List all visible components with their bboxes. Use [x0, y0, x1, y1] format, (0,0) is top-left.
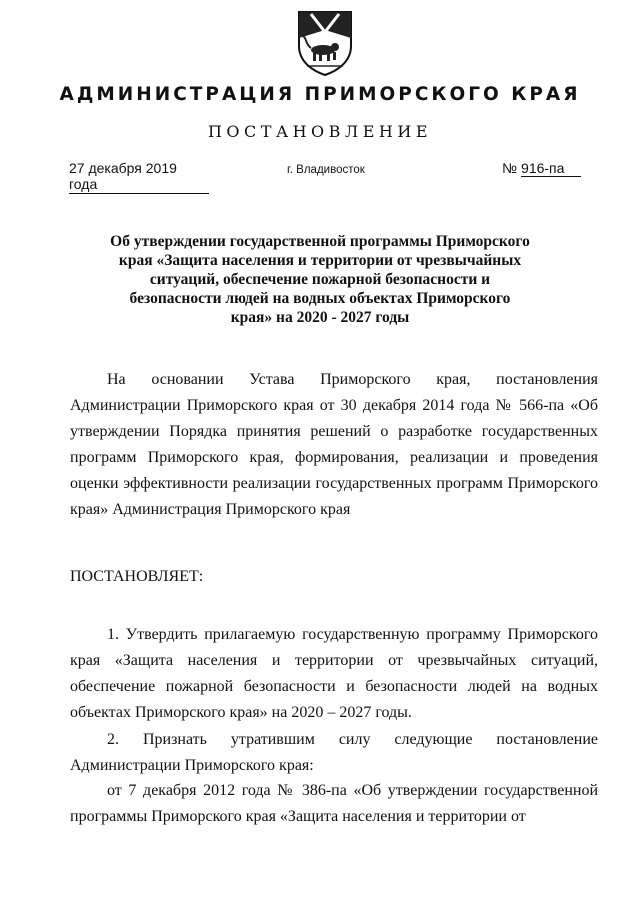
- document-type: ПОСТАНОВЛЕНИЕ: [207, 122, 433, 141]
- item-2-sub-paragraph: от 7 декабря 2012 года № 386-па «Об утверждении государственной программы Приморского края «Защита населения и территории от: [70, 782, 598, 825]
- coat-of-arms-icon: [293, 8, 357, 78]
- item-2-paragraph: 2. Признать утратившим силу следующие постановление Администрации Приморского края:: [70, 731, 598, 774]
- number-prefix: №: [502, 160, 518, 176]
- document-title: Об утверждении государственной программы Приморского края «Защита населения и территории от чрезвычайных ситуаций, обеспечение пожарной безопасности и безопасности людей на водных объектах Приморского края» на 2020 - 2027 годы: [110, 233, 530, 326]
- resolves-heading: ПОСТАНОВЛЯЕТ:: [70, 568, 204, 585]
- item-1-paragraph: 1. Утвердить прилагаемую государственную программу Приморского края «Защита населения и территории от чрезвычайных ситуаций, обеспечение пожарной безопасности и безопасности людей на водных объектах Приморского края» на 2020 – 2027 годы.: [70, 626, 598, 721]
- document-date: 27 декабря 2019 года: [69, 160, 209, 194]
- number-value: 916-па: [521, 160, 581, 177]
- document-number: [502, 160, 586, 177]
- organization-name: АДМИНИСТРАЦИЯ ПРИМОРСКОГО КРАЯ: [59, 84, 581, 105]
- preamble-paragraph: На основании Устава Приморского края, постановления Администрации Приморского края от 30 декабря 2014 года № 566-па «Об утверждении Порядка принятия решений о разработке государственных программ Приморского края, формирования, реализации и проведения оценки эффективности реализации государственных программ Приморского края» Администрация Приморского края: [70, 371, 598, 518]
- document-city: г. Владивосток: [287, 164, 365, 176]
